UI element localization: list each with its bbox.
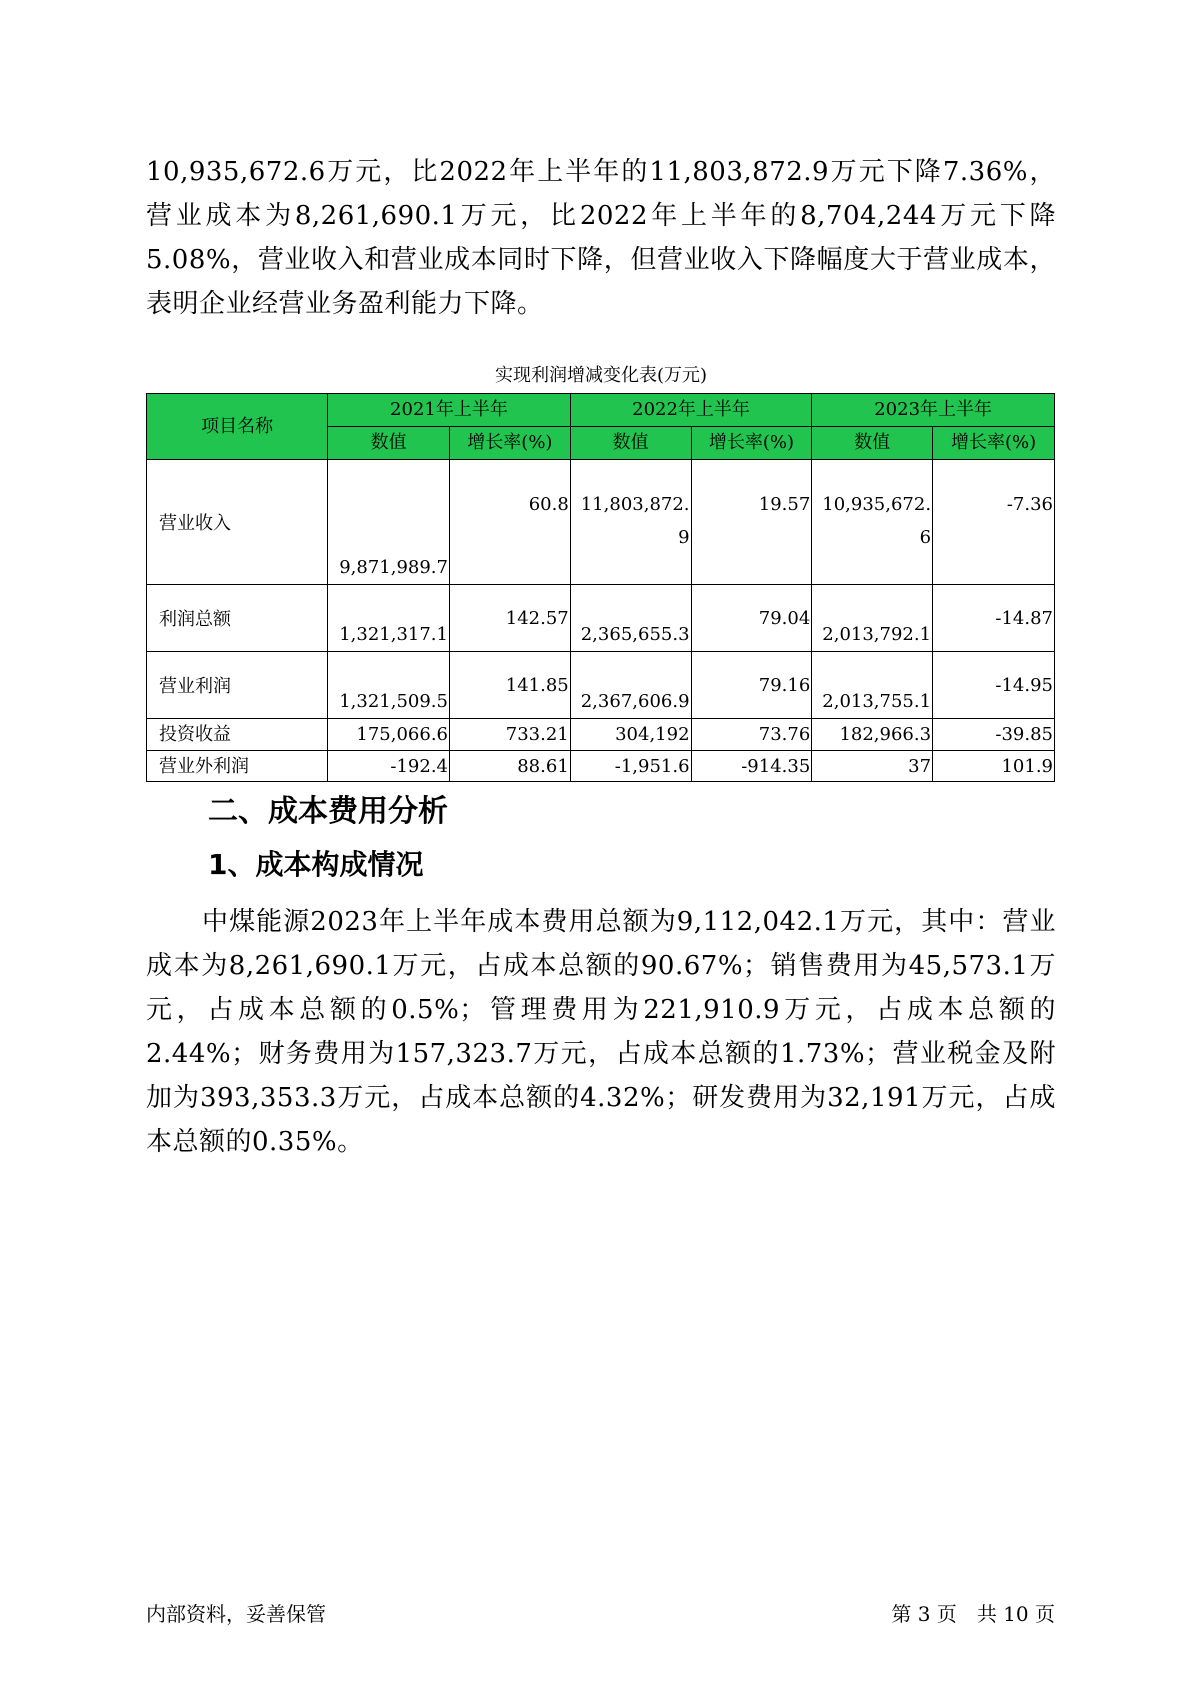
table-cell: 2,013,755.1	[812, 652, 933, 719]
table-cell: 2,365,655.3	[570, 585, 691, 652]
table-cell: 73.76	[691, 719, 812, 751]
table-cell: 79.16	[691, 652, 812, 719]
table-cell: 9,871,989.7	[328, 460, 450, 585]
header-year-2023: 2023年上半年	[812, 394, 1055, 427]
profit-change-table	[146, 393, 1055, 782]
row-label: 投资收益	[147, 719, 328, 751]
table-cell: 1,321,317.1	[328, 585, 450, 652]
table-cell: 37	[812, 751, 933, 782]
intro-paragraph: 10,935,672.6万元，比2022年上半年的11,803,872.9万元下降7.36%，营业成本为8,261,690.1万元，比2022年上半年的8,704,244万元下降5.08%，营业收入和营业成本同时下降，但营业收入下降幅度大于营业成本，表明企业经营业务盈利能力下降。	[146, 157, 1056, 319]
table-row	[147, 652, 1055, 719]
table-header-row-years	[147, 394, 1055, 427]
table-caption: 实现利润增减变化表(万元)	[494, 365, 708, 386]
table-cell: 733.21	[450, 719, 571, 751]
table-cell: -14.95	[933, 652, 1055, 719]
table-cell: 2,013,792.1	[812, 585, 933, 652]
table-cell: 79.04	[691, 585, 812, 652]
header-value: 数值	[812, 427, 933, 460]
table-cell: -914.35	[691, 751, 812, 782]
row-label: 营业利润	[147, 652, 328, 719]
table-cell: 11,803,872.9	[570, 460, 691, 585]
table-cell: -1,951.6	[570, 751, 691, 782]
cost-paragraph: 中煤能源2023年上半年成本费用总额为9,112,042.1万元，其中：营业成本为8,261,690.1万元，占成本总额的90.67%；销售费用为45,573.1万元，占成本总额的0.5%；管理费用为221,910.9万元，占成本总额的2.44%；财务费用为157,323.7万元，占成本总额的1.73%；营业税金及附加为393,353.3万元，占成本总额的4.32%；研发费用为32,191万元，占成本总额的0.35%。	[146, 907, 1056, 1157]
table-cell: 304,192	[570, 719, 691, 751]
table-row	[147, 719, 1055, 751]
footer-confidential-note: 内部资料，妥善保管	[146, 1602, 326, 1626]
header-item-name: 项目名称	[147, 394, 328, 460]
subsection-heading: 1、成本构成情况	[208, 848, 424, 881]
row-label: 营业收入	[147, 460, 328, 585]
header-year-2021: 2021年上半年	[328, 394, 571, 427]
table-cell: 182,966.3	[812, 719, 933, 751]
table-cell: -14.87	[933, 585, 1055, 652]
table-cell: 10,935,672.6	[812, 460, 933, 585]
header-growth: 增长率(%)	[450, 427, 571, 460]
table-cell: 1,321,509.5	[328, 652, 450, 719]
header-growth: 增长率(%)	[933, 427, 1055, 460]
header-growth: 增长率(%)	[691, 427, 812, 460]
row-label: 利润总额	[147, 585, 328, 652]
table-row	[147, 751, 1055, 782]
table-cell: 2,367,606.9	[570, 652, 691, 719]
header-value: 数值	[328, 427, 450, 460]
table-cell: -7.36	[933, 460, 1055, 585]
table-cell: 88.61	[450, 751, 571, 782]
table-row	[147, 585, 1055, 652]
table-cell: 60.8	[450, 460, 571, 585]
table-cell: 101.9	[933, 751, 1055, 782]
header-year-2022: 2022年上半年	[570, 394, 812, 427]
table-cell: 175,066.6	[328, 719, 450, 751]
header-value: 数值	[570, 427, 691, 460]
table-cell: -192.4	[328, 751, 450, 782]
table-row	[147, 460, 1055, 585]
table-cell: -39.85	[933, 719, 1055, 751]
section-heading: 二、成本费用分析	[208, 794, 448, 829]
footer-page-number: 第 3 页 共 10 页	[891, 1602, 1055, 1626]
table-cell: 142.57	[450, 585, 571, 652]
table-cell: 141.85	[450, 652, 571, 719]
row-label: 营业外利润	[147, 751, 328, 782]
table-cell: 19.57	[691, 460, 812, 585]
